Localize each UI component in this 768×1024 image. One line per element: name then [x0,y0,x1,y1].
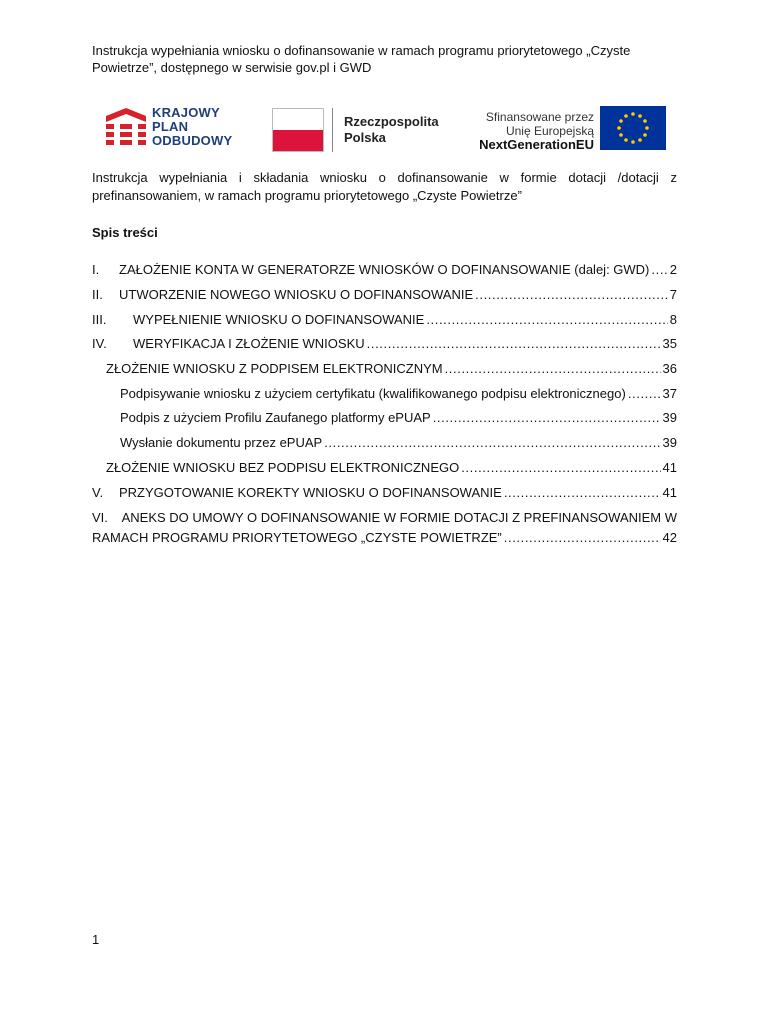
toc-entry-2[interactable] [92,286,677,304]
eu-logo-line-3: NextGenerationEU [479,137,594,152]
eu-logo [466,106,666,154]
toc-entry-page: 7 [669,287,677,302]
toc-entry-page: 37 [662,386,677,401]
polish-flag-icon [272,108,324,152]
toc-entry-9[interactable] [92,459,677,477]
toc-entry-10[interactable] [92,484,677,502]
toc-entry-text: PRZYGOTOWANIE KOREKTY WNIOSKU O DOFINANSOWANIE [119,485,502,500]
toc-entry-line-1 [92,508,677,528]
toc-entry-text-line-2: RAMACH PROGRAMU PRIORYTETOWEGO „CZYSTE POWIETRZE” [92,530,502,545]
toc-entry-text: Podpisywanie wniosku z użyciem certyfikatu (kwalifikowanego podpisu elektronicznego) [120,386,626,401]
toc-entry-page: 35 [662,336,677,351]
toc-leader-dots [475,286,668,304]
toc-entry-page: 39 [662,435,677,450]
toc-leader-dots [628,385,661,403]
toc-leader-dots [445,360,661,378]
toc-entry-1[interactable] [92,261,677,279]
eu-flag-icon [600,106,666,150]
document-title [92,169,677,205]
toc-entry-5[interactable] [92,360,677,378]
kpo-logo-line-2: PLAN [152,119,189,134]
kpo-logo-line-1: KRAJOWY [152,105,220,120]
toc-leader-dots [433,409,661,427]
toc-entry-page: 39 [662,410,677,425]
kpo-logo-line-3: ODBUDOWY [152,133,233,148]
toc-entry-page: 8 [669,312,677,327]
toc-entry-text: WYPEŁNIENIE WNIOSKU O DOFINANSOWANIE [133,312,425,327]
logo-divider [332,108,333,152]
toc-leader-dots [504,528,661,548]
toc-leader-dots [651,261,667,279]
toc-entry-8[interactable] [92,434,677,452]
toc-entry-number: IV. [92,336,107,351]
kpo-logo [106,106,256,154]
eu-logo-text [479,110,594,152]
rzeczpospolita-logo-text [344,114,439,146]
toc-leader-dots [367,335,661,353]
toc-entry-6[interactable] [92,385,677,403]
page-number: 1 [92,932,100,947]
toc-entry-number: II. [92,287,103,302]
document-title-line-1: Instrukcja wypełniania i składania wniosku o dofinansowanie w formie dotacji /dotacji z [92,170,677,185]
toc-entry-text: ZŁOŻENIE WNIOSKU Z PODPISEM ELEKTRONICZNYM [106,361,443,376]
logo-strip [96,104,670,156]
eu-logo-line-1: Sfinansowane przez [485,110,594,124]
toc-entry-number: III. [92,312,107,327]
rzeczpospolita-line-2: Polska [344,130,386,145]
running-header-line-2: Powietrze”, dostępnego w serwisie gov.pl i GWD [92,60,372,75]
eu-logo-line-2: Unię Europejską [505,124,594,138]
toc-heading: Spis treści [92,225,158,240]
toc-entry-text-line-1: ANEKS DO UMOWY O DOFINANSOWANIE W FORMIE DOTACJI Z PREFINANSOWANIEM W [121,510,677,525]
toc-entry-3[interactable] [92,311,677,329]
rzeczpospolita-logo [272,106,452,154]
rzeczpospolita-line-1: Rzeczpospolita [344,114,439,129]
toc-entry-text: Wysłanie dokumentu przez ePUAP [120,435,323,450]
toc-entry-page: 41 [662,460,677,475]
toc-entry-7[interactable] [92,409,677,427]
toc-entry-number: I. [92,262,100,277]
toc-entry-number: VI. [92,510,108,525]
document-title-line-2: prefinansowaniem, w ramach programu priorytetowego „Czyste Powietrze” [92,188,522,203]
toc-entry-text: UTWORZENIE NOWEGO WNIOSKU O DOFINANSOWANIE [119,287,474,302]
toc-leader-dots [504,484,661,502]
toc-entry-line-2 [92,528,677,548]
toc-entry-page: 2 [669,262,677,277]
toc-leader-dots [324,434,660,452]
kpo-logo-text [152,106,232,148]
toc-entry-page: 41 [662,485,677,500]
kpo-emblem-icon [106,108,146,150]
toc-entry-number: V. [92,485,104,500]
toc-entry-page: 36 [662,361,677,376]
toc-entry-4[interactable] [92,335,677,353]
toc-entry-text: Podpis z użyciem Profilu Zaufanego platformy ePUAP [120,410,431,425]
toc-entry-text: ZŁOŻENIE WNIOSKU BEZ PODPISU ELEKTRONICZNEGO [106,460,460,475]
running-header-line-1: Instrukcja wypełniania wniosku o dofinansowanie w ramach programu priorytetowego „Czyste [92,43,631,58]
toc-leader-dots [461,459,660,477]
running-header [92,42,677,76]
toc-entry-page: 42 [662,530,677,545]
toc-entry-text: ZAŁOŻENIE KONTA W GENERATORZE WNIOSKÓW O DOFINANSOWANIE (dalej: GWD) [119,262,650,277]
toc-entry-text: WERYFIKACJA I ZŁOŻENIE WNIOSKU [133,336,365,351]
toc-leader-dots [426,311,667,329]
toc-entry-11[interactable] [92,508,677,548]
